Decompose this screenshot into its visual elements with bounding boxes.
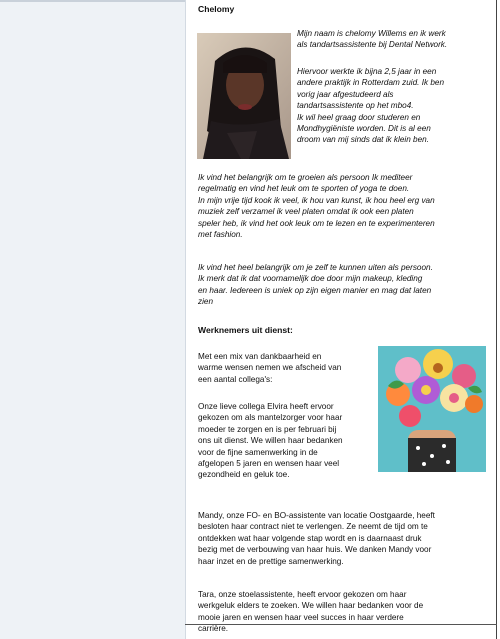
text-line: een aantal collega's: — [198, 374, 273, 384]
flower-bouquet-illustration — [378, 346, 486, 472]
text-line: haar inzet en de prettige samenwerking. — [198, 556, 344, 566]
text-line: droom van mij sinds dat ik klein ben. — [297, 135, 429, 145]
text-line: moeder te zorgen en is per februari bij — [198, 424, 337, 434]
text-line: muziek zelf verzamel ik veel platen omdat ik ook een platen — [198, 207, 414, 217]
text-line: Ik vind het belangrijk om te groeien als persoon Ik mediteer — [198, 173, 413, 182]
left-sidebar-panel — [0, 0, 186, 639]
text-line: Hiervoor werkte ik bijna 2,5 jaar in een — [297, 67, 437, 76]
text-line: afgelopen 5 jaren en wensen haar veel — [198, 459, 340, 469]
text-line: met fashion. — [198, 230, 243, 240]
text-line: Tara, onze stoelassistente, heeft ervoor gekozen om haar — [198, 590, 407, 599]
text-line: regelmatig en vind het leuk om te sporten of yoga te doen. — [198, 184, 410, 194]
sidebar-top-rule — [0, 0, 185, 2]
profile-intro — [297, 28, 493, 51]
text-line: als tandartsassistente bij Dental Network. — [297, 40, 448, 50]
text-line: speler heb, ik vind het ook leuk om te lezen en te experimenteren — [198, 218, 435, 228]
text-line: Mandy, onze FO- en BO-assistente van locatie Oostgaarde, heeft — [198, 511, 435, 520]
text-line: ontdekken wat haar volgende stap wordt en is daarnaast druk — [198, 533, 422, 543]
text-line: In mijn vrije tijd kook ik veel, ik hou van kunst, ik hou heel erg van — [198, 195, 435, 205]
text-line: carrière. — [198, 624, 229, 634]
text-line: vorig jaar afgestudeerd als — [297, 89, 394, 99]
page-right-border — [496, 0, 497, 639]
text-line: gezondheid en geluk toe. — [198, 470, 290, 480]
text-line: bezig met de verbouwing van haar huis. We danken Mandy voor — [198, 545, 432, 555]
leavers-intro — [198, 351, 374, 385]
text-line: andere praktijk in Rotterdam zuid. Ik ben — [297, 78, 444, 88]
text-line: tandartsassistente op het mbo4. — [297, 101, 414, 111]
profile-growth-paragraph — [198, 172, 494, 240]
text-line: gekozen om als mantelzorger voor haar — [198, 413, 343, 423]
text-line: warme wensen nemen we afscheid van — [198, 363, 342, 373]
leaver-tara-paragraph — [198, 589, 494, 635]
leaver-mandy-paragraph — [198, 510, 494, 567]
text-line: besloten haar contract niet te verlengen. Ze neemt de tijd om te — [198, 522, 428, 532]
text-line: zien — [198, 297, 214, 307]
text-line: Onze lieve collega Elvira heeft ervoor — [198, 402, 334, 411]
text-line: Met een mix van dankbaarheid en — [198, 352, 322, 361]
profile-self-expression-paragraph — [198, 262, 494, 308]
profile-photo — [197, 33, 291, 159]
text-line: voor de fijne samenwerking in de — [198, 447, 318, 457]
text-line: en haar. Iedereen is uniek op zijn eigen manier en mag dat laten — [198, 285, 432, 295]
text-line: werkgeluk elders te zoeken. We willen haar bedanken voor de — [198, 601, 424, 611]
profile-name-heading: Chelomy — [198, 4, 235, 14]
text-line: ons uit dienst. We willen haar bedanken — [198, 436, 343, 446]
text-line: mooie jaren en wensen haar veel succes in haar verdere — [198, 612, 404, 622]
text-line: Mondhygiëniste worden. Dit is al een — [297, 124, 431, 134]
text-line: Ik vind het heel belangrijk om je zelf te kunnen uiten als persoon. — [198, 263, 433, 272]
text-line: Ik wil heel graag door studeren en — [297, 112, 421, 122]
leaver-elvira-paragraph — [198, 401, 374, 481]
leavers-section-heading: Werknemers uit dienst: — [198, 325, 293, 335]
text-line: Ik merk dat ik dat voornamelijk doe door mijn makeup, kleding — [198, 274, 423, 284]
profile-history — [297, 66, 493, 146]
text-line: Mijn naam is chelomy Willems en ik werk — [297, 29, 446, 38]
